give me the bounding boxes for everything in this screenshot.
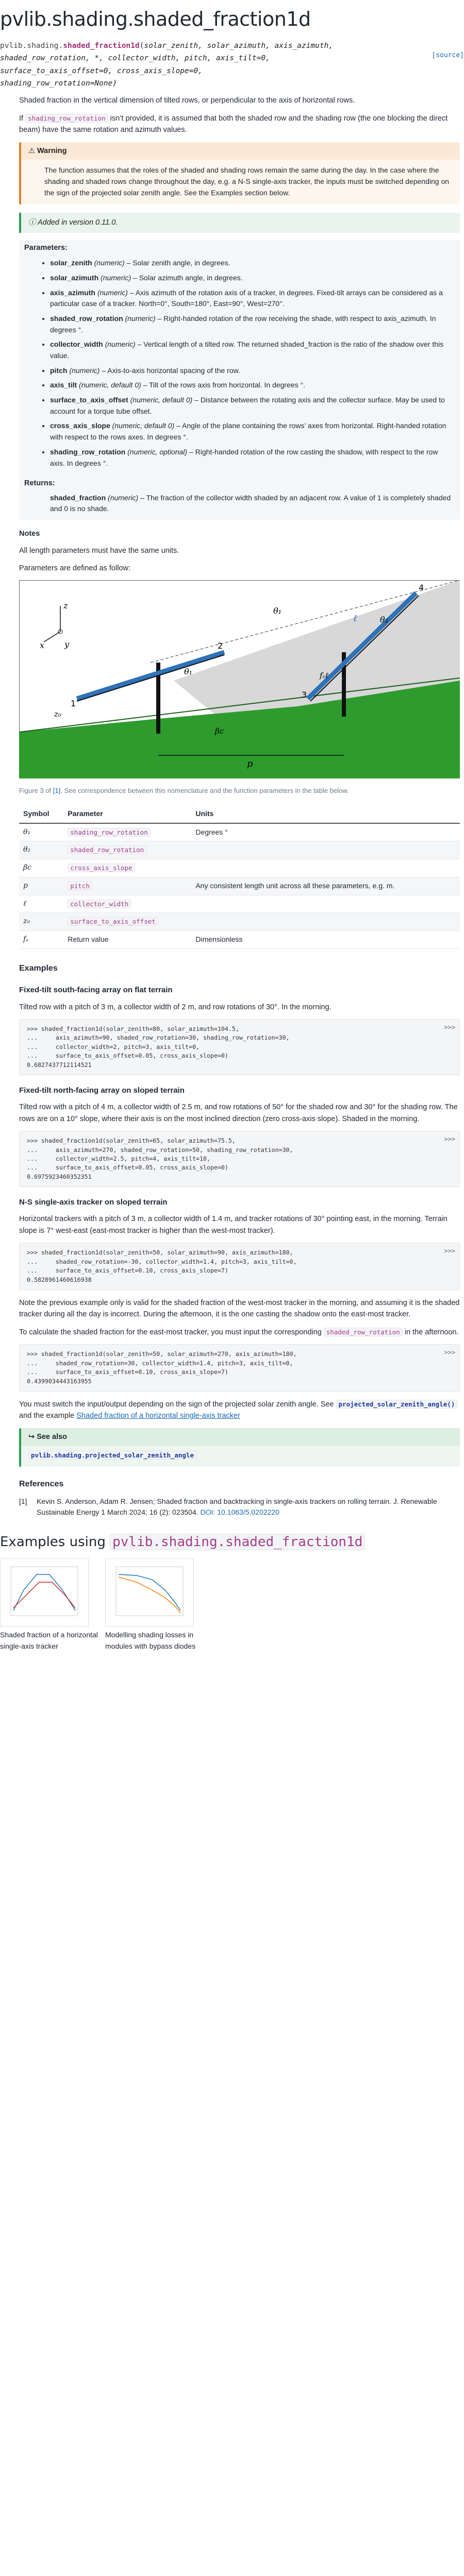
label-fsl: fₛℓ	[320, 671, 328, 681]
table-cell-parameter	[63, 841, 191, 859]
table-param-text: Return value	[68, 935, 109, 943]
table-cell-symbol: θ₂	[19, 841, 63, 859]
terrain-diagram	[19, 580, 460, 778]
param-desc: – Vertical length of a tilted row. The returned shaded_fraction is the ratio of the shadow over this value.	[50, 340, 444, 360]
parameter-item	[50, 258, 455, 269]
see-also-title: See also	[37, 1432, 68, 1441]
reference-1	[19, 1496, 460, 1518]
gallery-item[interactable]	[105, 1558, 203, 1652]
examples-using-code: pvlib.shading.shaded_fraction1d	[110, 1534, 365, 1550]
example3-calc-post: in the afternoon.	[404, 1328, 459, 1336]
table-row	[19, 859, 460, 877]
param-type: (numeric)	[125, 314, 156, 323]
caption-post: . See correspondence between this nomenclature and the function parameters in the table below.	[60, 786, 349, 794]
table-cell-units: Any consistent length unit across all these parameters, e.g. m.	[191, 877, 460, 895]
parameters-label: Parameters:	[24, 243, 68, 252]
param-desc: – Solar zenith angle, in degrees.	[126, 259, 230, 267]
returns-type: (numeric)	[108, 493, 139, 502]
table-cell-units	[191, 895, 460, 913]
example1-code-text: >>> shaded_fraction1d(solar_zenith=80, solar_azimuth=104.5, ... axis_azimuth=90, shaded_row_rotation=30, shading_row_rotation=30, ... collector_width=2, pitch=3, axis_tilt=0, ... surface_to_axis_offset=0.05, cross_axis_slope=0) 0.6827437712114521	[27, 1025, 290, 1069]
param-desc: – Right-handed rotation of the row receiving the shade, with respect to axis_azimuth. In degrees °.	[50, 314, 436, 334]
example3-calc-pre: To calculate the shaded fraction for the east-most tracker, you must input the corresponding	[19, 1328, 322, 1336]
table-cell-symbol: fₛ	[19, 930, 63, 948]
notes-text-1: All length parameters must have the same units.	[19, 546, 179, 555]
table-cell-parameter	[63, 823, 191, 841]
table-param-code: pitch	[68, 882, 92, 890]
param-type: (numeric)	[69, 366, 100, 375]
label-theta1-a: θ₁	[184, 667, 193, 677]
switch-text	[19, 1399, 460, 1422]
parameter-item	[50, 365, 455, 377]
table-cell-units	[191, 841, 460, 859]
param-name: collector_width	[50, 340, 103, 349]
warning-admonition	[19, 142, 460, 205]
table-cell-units: Dimensionless	[191, 930, 460, 948]
sig-line1: solar_zenith, solar_azimuth, axis_azimuth,	[144, 41, 334, 50]
gallery-thumbnail[interactable]	[105, 1558, 194, 1626]
label-3: 3	[302, 690, 307, 700]
param-desc: – Angle of the plane containing the rows’ axes from horizontal. Right-handed rotation with respect to the rows axes. In degrees °.	[50, 421, 446, 442]
intro2-code: shading_row_rotation	[25, 114, 108, 123]
param-name: shading_row_rotation	[50, 447, 126, 456]
copy-icon[interactable]: >>>	[444, 1024, 455, 1031]
parameter-item	[50, 273, 455, 284]
switch-pre: You must switch the input/output depending on the sign of the projected solar zenith angle. See	[19, 1400, 334, 1409]
example3-text: Horizontal trackers with a pitch of 3 m, a collector width of 1.4 m, and tracker rotations of 30° pointing east, in the morning. Terrain slope is 7° west-east (east-most tracker is higher than the west-most tracker).	[19, 1215, 448, 1235]
examples-using-title	[0, 1532, 464, 1552]
table-row	[19, 841, 460, 859]
sig-line4: shading_row_rotation=None)	[0, 79, 117, 88]
table-header-units: Units	[191, 805, 460, 823]
table-header-symbol: Symbol	[19, 805, 63, 823]
table-cell-units	[191, 859, 460, 877]
example3-title: N-S single-axis tracker on sloped terrain	[19, 1198, 168, 1207]
intro2-post: isn’t provided, it is assumed that both the shaded row and the shading row (the one blocking the direct beam) have the same rotation and azimuth values.	[19, 114, 448, 134]
table-param-code: surface_to_axis_offset	[68, 917, 158, 926]
table-header-parameter: Parameter	[63, 805, 191, 823]
example3-calc-code: shaded_row_rotation	[324, 1328, 403, 1336]
parameter-item	[50, 380, 455, 391]
param-desc: – Tilt of the rows axis from horizontal. In degrees °.	[143, 381, 306, 389]
reference-doi-link[interactable]: DOI: 10.1063/5.0202220	[200, 1508, 279, 1517]
caption-pre: Figure 3 of	[19, 786, 52, 794]
example1-code	[19, 1019, 460, 1075]
label-ell: ℓ	[353, 613, 357, 624]
example4-code	[19, 1344, 460, 1392]
reference-text: Kevin S. Anderson, Adam R. Jensen; Shaded fraction and backtracking in single-axis trackers on rolling terrain. J. Renewable Sustainable Energy 1 March 2024; 16 (2): 023504.	[37, 1497, 437, 1517]
param-type: (numeric, default 0)	[130, 396, 193, 404]
caption-ref-link[interactable]: [1]	[53, 786, 61, 794]
label-1: 1	[71, 699, 76, 709]
see-also-link[interactable]: pvlib.shading.projected_solar_zenith_angle	[28, 1451, 196, 1460]
copy-icon[interactable]: >>>	[444, 1349, 455, 1357]
warning-header	[21, 142, 460, 160]
parameter-item	[50, 339, 455, 361]
switch-mid: and the example	[19, 1412, 75, 1420]
see-also-header	[21, 1428, 460, 1446]
table-cell-parameter	[63, 877, 191, 895]
parameter-item	[50, 287, 455, 310]
parameters-block	[19, 240, 460, 520]
parameters-list	[19, 256, 460, 476]
param-type: (numeric, default 0)	[112, 421, 175, 430]
thumbnail-chart-2	[106, 1559, 193, 1626]
reference-number: [1]	[19, 1497, 27, 1505]
info-icon: ⓘ	[28, 218, 38, 227]
sig-module: pvlib.shading.	[0, 41, 63, 50]
label-theta1-b: θ₁	[273, 606, 282, 616]
table-row	[19, 913, 460, 931]
gallery-thumbnail[interactable]	[0, 1558, 89, 1626]
examples-using-pre: Examples using	[0, 1534, 106, 1550]
returns-text	[19, 492, 460, 520]
table-cell-symbol: z₀	[19, 913, 63, 931]
figure-caption	[19, 786, 460, 796]
warning-icon: ⚠	[28, 146, 38, 155]
param-desc: – Distance between the rotating axis and the collector surface. May be used to account for a torque tube offset.	[50, 396, 445, 415]
param-name: shaded_row_rotation	[50, 314, 123, 323]
param-name: surface_to_axis_offset	[50, 396, 128, 404]
param-desc: – Solar azimuth angle, in degrees.	[133, 273, 243, 282]
table-cell-parameter	[63, 895, 191, 913]
label-y: y	[64, 639, 70, 650]
param-type: (numeric, optional)	[127, 447, 188, 456]
table-param-code: collector_width	[68, 900, 131, 908]
arrow-icon: ↪	[28, 1432, 37, 1441]
param-name: pitch	[50, 366, 68, 375]
warning-text: The function assumes that the roles of the shaded and shading rows remain the same during the day. In the case where the shading and shaded rows change throughout the day, e.g. a N-S single-axis tracker, the inputs must be switched depending on the sign of the projected solar zenith angle. See the Examples section below.	[44, 166, 450, 197]
example2-text: Tilted row with a pitch of 4 m, a collector width of 2.5 m, and row rotations of 50° for the shaded row and 30° for the shading row. The rows are on a 10° slope, where their axis is on the most inclined direction (zero cross-axis slope). Shaded in the morning.	[19, 1103, 458, 1123]
param-name: axis_azimuth	[50, 288, 95, 297]
examples-title: Examples	[19, 963, 58, 973]
table-row	[19, 895, 460, 913]
param-desc: – Right-handed rotation of the row casting the shadow, with respect to the row axis. In degrees °.	[50, 447, 438, 467]
gallery-label[interactable]: Modelling shading losses in modules with bypass diodes	[105, 1631, 196, 1650]
param-desc: – Axis azimuth of the rotation axis of a tracker, in degrees. Fixed-tilt arrays can be considered as a particular case of a tracker. North=0°, South=180°, East=90°, West=270°.	[50, 288, 443, 308]
param-type: (numeric)	[105, 340, 136, 349]
intro-text: Shaded fraction in the vertical dimension of tilted rows, or perpendicular to the axis of horizontal rows.	[19, 96, 355, 105]
notes-text-2: Parameters are defined as follow:	[19, 564, 130, 572]
sig-line2: shaded_row_rotation, *, collector_width, pitch, axis_tilt=0,	[0, 54, 270, 63]
table-cell-parameter	[63, 859, 191, 877]
warning-title: Warning	[37, 146, 67, 155]
table-row	[19, 877, 460, 895]
label-z: z	[63, 601, 68, 611]
param-name: axis_tilt	[50, 381, 77, 389]
label-betac: βc	[215, 726, 224, 736]
tracker-example-link[interactable]: Shaded fraction of a horizontal single-axis tracker	[76, 1412, 240, 1420]
example3-code-text: >>> shaded_fraction1d(solar_zenith=50, solar_azimuth=90, axis_azimuth=180, ... shaded_row_rotation=-30, collector_width=1.4, pitch=3, axis_tilt=0, ... surface_to_axis_offset=0.10, cross_axis_slope=7) 0.5828961460616938	[27, 1249, 297, 1283]
label-x: x	[40, 640, 45, 651]
table-cell-parameter	[63, 930, 191, 948]
example2-code	[19, 1131, 460, 1187]
returns-label: Returns:	[24, 479, 55, 488]
see-also-admonition	[19, 1428, 460, 1467]
references-title: References	[19, 1479, 64, 1488]
param-name: solar_azimuth	[50, 273, 99, 282]
param-desc: – Axis-to-axis horizontal spacing of the row.	[102, 366, 240, 375]
example2-code-text: >>> shaded_fraction1d(solar_zenith=65, solar_azimuth=75.5, ... axis_azimuth=270, shaded_row_rotation=50, shading_row_rotation=30, ... collector_width=2.5, pitch=4, axis_tilt=10, ... surface_to_axis_offset=0.05, cross_axis_slope=0) 0.6975923460352351	[27, 1137, 293, 1180]
page-title: pvlib.shading.shaded_fraction1d	[0, 8, 311, 30]
table-cell-units: Degrees °	[191, 823, 460, 841]
gallery	[0, 1558, 464, 1652]
thumb-axes	[116, 1567, 183, 1616]
symbol-table	[19, 805, 460, 949]
function-signature: pvlib.shading.shaded_fraction1d(solar_zenith, solar_azimuth, axis_azimuth, shaded_row_rotation, *, collector_width, pitch, axis_tilt=0, surface_to_axis_offset=0, cross_axis_slope=0, shading_row_rotation=None) [source]	[0, 40, 464, 90]
parameter-item	[50, 447, 455, 469]
returns-desc: – The fraction of the collector width shaded by an adjacent row. A value of 1 is completely shaded and 0 is no shade.	[50, 493, 451, 513]
parameter-item	[50, 420, 455, 443]
returns-name: shaded_fraction	[50, 493, 106, 502]
table-param-code: cross_axis_slope	[68, 863, 135, 872]
copy-icon[interactable]: >>>	[444, 1136, 455, 1143]
sig-line3: surface_to_axis_offset=0, cross_axis_slope=0,	[0, 66, 203, 75]
param-type: (numeric)	[101, 273, 131, 282]
thumbnail-chart-1	[1, 1559, 88, 1626]
table-cell-symbol: βc	[19, 859, 63, 877]
version-added	[19, 213, 460, 232]
table-body	[19, 823, 460, 948]
thumb-line	[119, 1577, 180, 1613]
version-added-text: Added in version 0.11.0.	[38, 218, 118, 227]
intro-text-2	[19, 113, 460, 136]
example3-code	[19, 1243, 460, 1290]
copy-icon[interactable]: >>>	[444, 1247, 455, 1255]
example2-title: Fixed-tilt north-facing array on sloped terrain	[19, 1086, 185, 1095]
projected-zenith-link[interactable]: projected_solar_zenith_angle()	[336, 1400, 458, 1409]
table-row	[19, 930, 460, 948]
label-2: 2	[218, 641, 223, 651]
param-type: (numeric)	[97, 288, 128, 297]
source-link[interactable]: [source]	[432, 51, 464, 59]
example3-calc	[19, 1327, 460, 1338]
gallery-item[interactable]	[0, 1558, 98, 1652]
example4-code-text: >>> shaded_fraction1d(solar_zenith=50, solar_azimuth=270, axis_azimuth=180, ... shaded_row_rotation=30, collector_width=1.4, pitch=3, axis_tilt=0, ... surface_to_axis_offset=0.10, cross_axis_slope=7) 0.4399034443163955	[27, 1350, 297, 1385]
param-type: (numeric, default 0)	[79, 381, 141, 389]
table-cell-parameter	[63, 913, 191, 931]
table-param-code: shaded_row_rotation	[68, 845, 146, 854]
table-row	[19, 823, 460, 841]
thumb-line	[13, 1574, 75, 1611]
intro2-pre: If	[19, 114, 24, 123]
parameter-item	[50, 395, 455, 417]
gallery-label[interactable]: Shaded fraction of a horizontal single-axis tracker	[0, 1631, 98, 1650]
diagram-figure	[19, 580, 460, 782]
table-cell-symbol: θ₁	[19, 823, 63, 841]
label-4: 4	[419, 583, 424, 593]
example1-title: Fixed-tilt south-facing array on flat terrain	[19, 986, 173, 995]
table-param-code: shading_row_rotation	[68, 828, 151, 837]
param-type: (numeric)	[94, 259, 125, 267]
sig-function-name: shaded_fraction1d	[63, 41, 140, 50]
table-cell-symbol: ℓ	[19, 895, 63, 913]
label-z0: z₀	[54, 709, 61, 719]
label-theta2: θ₂	[380, 615, 389, 625]
parameter-item	[50, 313, 455, 335]
param-name: cross_axis_slope	[50, 421, 110, 430]
table-cell-units	[191, 913, 460, 931]
example1-text: Tilted row with a pitch of 3 m, a collector width of 2 m, and row rotations of 30°. In the morning.	[19, 1003, 332, 1011]
table-cell-symbol: p	[19, 877, 63, 895]
notes-title: Notes	[19, 530, 40, 538]
param-name: solar_zenith	[50, 259, 92, 267]
example3-note: Note the previous example only is valid for the shaded fraction of the west-most tracker in the morning, and assuming it is the shaded tracker during all the day is incorrect. During the afternoon, it is the one casting the shadow onto the east-most tracker.	[19, 1298, 460, 1319]
label-p: p	[247, 758, 253, 770]
